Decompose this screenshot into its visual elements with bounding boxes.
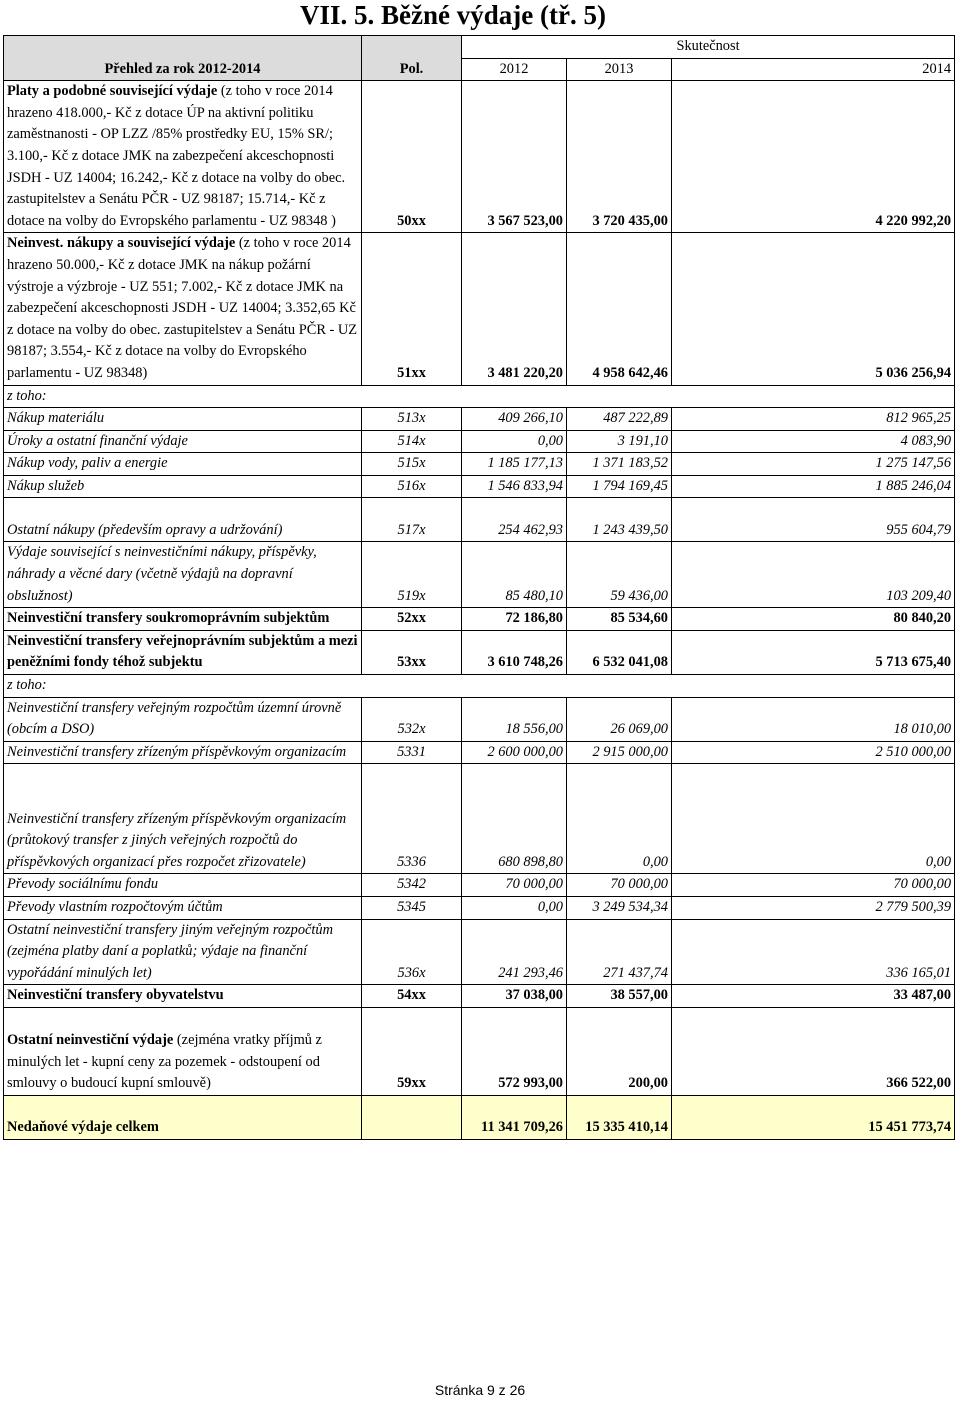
expenditure-table [3,35,955,1140]
description-detail: (zejména vratky příjmů z minulých let - kupní ceny za pozemek - odstoupení od smlouvy o budoucí kupní smlouvě) [7,1032,322,1092]
value-2013: 38 557,00 [567,985,672,1008]
policy-code: 532x [362,697,462,741]
value-2014: 80 840,20 [672,608,955,631]
row-description: Neinvestiční transfery veřejným rozpočtům územní úrovně (obcím a DSO) [4,697,362,741]
table-row [4,498,955,542]
value-2012: 11 341 709,26 [462,1095,567,1139]
description-lead: Platy a podobné související výdaje [7,83,218,100]
row-description: Převody vlastním rozpočtovým účtům [4,897,362,920]
policy-code: 514x [362,430,462,453]
value-2012: 3 610 748,26 [462,630,567,674]
description-lead: Ostatní neinvestiční výdaje [7,1032,174,1049]
value-2013: 2 915 000,00 [567,741,672,764]
table-row [4,453,955,476]
value-2013: 3 191,10 [567,430,672,453]
value-2013: 487 222,89 [567,408,672,431]
pol-header: Pol. [362,36,462,81]
value-2013: 1 243 439,50 [567,498,672,542]
value-2014: 15 451 773,74 [672,1095,955,1139]
value-2012: 72 186,80 [462,608,567,631]
policy-code: 519x [362,542,462,608]
table-row [4,874,955,897]
policy-code: 5342 [362,874,462,897]
description-detail: (z toho v roce 2014 hrazeno 50.000,- Kč z dotace JMK na nákup požární výstroje a výzbroje - UZ 551; 7.002,- Kč z dotace JMK na zabezpečení akceschopnosti JSDH - UZ 14004; 3.352,65 Kč z dotace na volby do obec. zastupitelstev a Senátu PČR - UZ 98187; 3.554,- Kč z dotace na volby do Evropského parlamentu - UZ 98348) [7,235,358,381]
policy-code: 54xx [362,985,462,1008]
row-description: Neinvestiční transfery zřízeným příspěvkovým organizacím [4,741,362,764]
table-row [4,608,955,631]
value-2012: 0,00 [462,430,567,453]
policy-code: 59xx [362,1007,462,1095]
policy-code: 5336 [362,764,462,874]
row-description: Nákup služeb [4,475,362,498]
policy-code: 517x [362,498,462,542]
value-2014: 812 965,25 [672,408,955,431]
table-row [4,764,955,874]
policy-code: 5345 [362,897,462,920]
row-description: Převody sociálnímu fondu [4,874,362,897]
row-description: Neinvestiční transfery veřejnoprávním subjektům a mezi peněžními fondy téhož subjektu [4,630,362,674]
overview-header: Přehled za rok 2012-2014 [4,36,362,81]
total-row [4,1095,955,1139]
value-2014: 4 083,90 [672,430,955,453]
policy-code: 53xx [362,630,462,674]
value-2013: 200,00 [567,1007,672,1095]
value-2013: 59 436,00 [567,542,672,608]
row-description: Neinvestiční transfery zřízeným příspěvkovým organizacím (průtokový transfer z jiných veřejných rozpočtů do příspěvkových organizací přes rozpočet zřizovatele) [4,764,362,874]
value-2014: 5 713 675,40 [672,630,955,674]
value-2012: 254 462,93 [462,498,567,542]
note-row [4,675,955,698]
policy-code: 52xx [362,608,462,631]
policy-code: 50xx [362,81,462,233]
note-label: z toho: [4,385,955,408]
value-2014: 0,00 [672,764,955,874]
value-2012: 409 266,10 [462,408,567,431]
value-2014: 1 275 147,56 [672,453,955,476]
page-title: VII. 5. Běžné výdaje (tř. 5) [300,0,606,30]
table-row [4,919,955,985]
table-row [4,741,955,764]
value-2014: 2 510 000,00 [672,741,955,764]
table-row [4,233,955,385]
value-2014: 4 220 992,20 [672,81,955,233]
table-row [4,630,955,674]
row-description: Neinvestiční transfery soukromoprávním subjektům [4,608,362,631]
value-2013: 4 958 642,46 [567,233,672,385]
year-2014-header: 2014 [672,58,955,81]
policy-code: 513x [362,408,462,431]
year-2012-header: 2012 [462,58,567,81]
value-2014: 5 036 256,94 [672,233,955,385]
table-row [4,81,955,233]
value-2014: 336 165,01 [672,919,955,985]
value-2012: 18 556,00 [462,697,567,741]
value-2014: 1 885 246,04 [672,475,955,498]
value-2014: 33 487,00 [672,985,955,1008]
table-row [4,542,955,608]
year-2013-header: 2013 [567,58,672,81]
table-row [4,1007,955,1095]
description-lead: Neinvest. nákupy a související výdaje [7,235,236,252]
policy-code: 51xx [362,233,462,385]
actual-header: Skutečnost [462,36,955,59]
value-2014: 955 604,79 [672,498,955,542]
value-2013: 1 794 169,45 [567,475,672,498]
value-2014: 70 000,00 [672,874,955,897]
row-description: Nákup materiálu [4,408,362,431]
value-2012: 3 567 523,00 [462,81,567,233]
table-row [4,430,955,453]
page-footer: Stránka 9 z 26 [434,1382,526,1398]
description-detail: (z toho v roce 2014 hrazeno 418.000,- Kč z dotace ÚP na aktivní politiku zaměstnanosti - OP LZZ /85% prostředky EU, 15% SR/; 3.100,- Kč z dotace JMK na zabezpečení akceschopnosti JSDH - UZ 14004; 16.242,- Kč z dotace na volby do obec. zastupitelstev a Senátu PČR - UZ 98187; 15.714,- Kč z dotace na volby do Evropského parlamentu - UZ 98348 ) [7,83,346,229]
table-row [4,985,955,1008]
table-row [4,897,955,920]
row-description [4,1007,362,1095]
row-description [4,81,362,233]
value-2012: 70 000,00 [462,874,567,897]
note-label: z toho: [4,675,955,698]
row-description: Neinvestiční transfery obyvatelstvu [4,985,362,1008]
value-2012: 241 293,46 [462,919,567,985]
table-row [4,697,955,741]
value-2013: 0,00 [567,764,672,874]
table-row [4,475,955,498]
policy-code [362,1095,462,1139]
value-2012: 1 185 177,13 [462,453,567,476]
value-2013: 6 532 041,08 [567,630,672,674]
policy-code: 536x [362,919,462,985]
value-2012: 0,00 [462,897,567,920]
row-description: Úroky a ostatní finanční výdaje [4,430,362,453]
policy-code: 515x [362,453,462,476]
value-2014: 103 209,40 [672,542,955,608]
row-description: Nedaňové výdaje celkem [4,1095,362,1139]
row-description [4,233,362,385]
value-2012: 1 546 833,94 [462,475,567,498]
value-2013: 271 437,74 [567,919,672,985]
value-2012: 680 898,80 [462,764,567,874]
row-description: Ostatní neinvestiční transfery jiným veřejným rozpočtům (zejména platby daní a poplatků; výdaje na finanční vypořádání minulých let) [4,919,362,985]
note-row [4,385,955,408]
value-2013: 70 000,00 [567,874,672,897]
value-2014: 366 522,00 [672,1007,955,1095]
value-2012: 85 480,10 [462,542,567,608]
value-2013: 15 335 410,14 [567,1095,672,1139]
value-2013: 3 249 534,34 [567,897,672,920]
policy-code: 5331 [362,741,462,764]
value-2012: 2 600 000,00 [462,741,567,764]
policy-code: 516x [362,475,462,498]
value-2013: 26 069,00 [567,697,672,741]
value-2013: 1 371 183,52 [567,453,672,476]
value-2012: 37 038,00 [462,985,567,1008]
value-2012: 3 481 220,20 [462,233,567,385]
value-2014: 2 779 500,39 [672,897,955,920]
value-2012: 572 993,00 [462,1007,567,1095]
row-description: Nákup vody, paliv a energie [4,453,362,476]
value-2014: 18 010,00 [672,697,955,741]
row-description: Výdaje související s neinvestičními nákupy, příspěvky, náhrady a věcné dary (včetně výdajů na dopravní obslužnost) [4,542,362,608]
table-row [4,408,955,431]
row-description: Ostatní nákupy (především opravy a udržování) [4,498,362,542]
value-2013: 3 720 435,00 [567,81,672,233]
value-2013: 85 534,60 [567,608,672,631]
